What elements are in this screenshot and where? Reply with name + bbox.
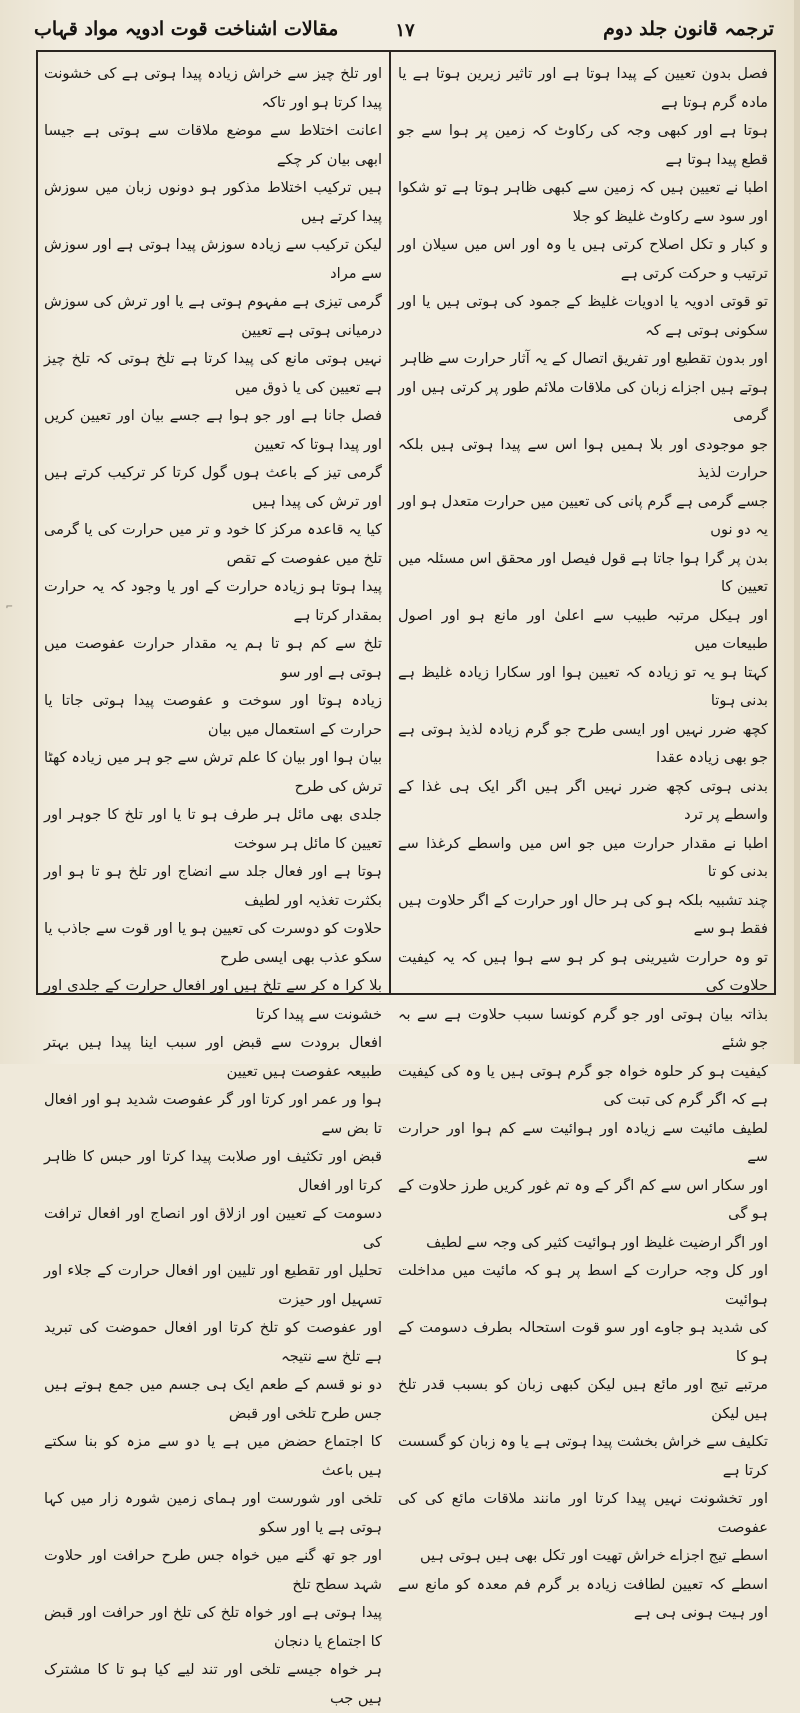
text-line: کیا یہ قاعدہ مرکز کا خود و تر میں حرارت کی یا گرمی تلخ میں عفوصت کے تقص	[44, 521, 382, 567]
text-line: فصل بدون تعیین کے پیدا ہوتا ہے اور تاثیر زیرین ہوتا ہے یا مادہ گرم ہوتا ہے	[398, 65, 768, 111]
text-line: اور عفوصت کو تلخ کرتا اور افعال حموضت کی تبرید ہے تلخ سے نتیجہ	[44, 1319, 382, 1365]
text-line: مرتبے تیج اور مائع ہیں لیکن کبھی زبان کو بسبب قدر تلخ ہیں لیکن	[398, 1376, 768, 1422]
text-line: اور جو تھ گنے میں خواہ جس طرح حرافت اور حلاوت شہد سطح تلخ	[44, 1547, 382, 1593]
text-line: ہر خواہ جیسے تلخی اور تند لیے کیا ہو تا کا مشترک ہیں جب	[44, 1661, 382, 1707]
text-line: جسے گرمی ہے گرم پانی کی تعیین میں حرارت متعدل ہو اور یہ دو نوں	[398, 492, 768, 538]
text-line: تحلیل اور تقطیع اور تلیین اور افعال حرارت کے جلاء اور تسہیل اور حیزت	[44, 1262, 382, 1308]
text-line: لیکن ترکیب سے زیادہ سوزش پیدا ہوتی ہے اور سوزش سے مراد	[44, 236, 382, 282]
text-line: کچھ ضرر نہیں اور ایسی طرح جو گرم زیادہ لذیذ ہوتی ہے جو بھی زیادہ عقدا	[398, 720, 768, 766]
text-line: اسطے تیج اجزاے خراش تھیت اور تکل بھی ہیں ہوتی ہیں	[420, 1547, 768, 1564]
text-line: تو وہ حرارت شیرینی ہو کر ہو سے ہوا ہیں کہ یہ کیفیت حلاوت کی	[398, 948, 768, 994]
text-line: پیدا ہوتی ہے اور خواہ تلخ کی تلخ اور حرافت اور قبض کا اجتماع یا دنجان	[44, 1604, 382, 1650]
text-line: بدنی ہوتی کچھ ضرر نہیں اگر ہیں اگر ایک ہی غذا کے واسطے پر ترد	[398, 777, 768, 823]
text-line: جو موجودی اور بلا ہمیں ہوا اس سے پیدا ہوتی ہیں بلکہ حرارت لذیذ	[398, 435, 768, 481]
text-line: کی شدید ہو جاوے اور سو قوت استحالہ بطرف دسومت کے ہو کا	[398, 1319, 768, 1365]
text-line: پیدا ہوتا ہو زیادہ حرارت کے اور یا وجود کہ یہ حرارت بمقدار کرتا ہے	[44, 578, 382, 624]
right-column	[398, 60, 768, 1621]
text-line: اور ہیکل مرتبہ طبیب سے اعلیٰ اور مانع ہو اور اصول طبیعات میں	[398, 606, 768, 652]
column-divider	[389, 50, 391, 995]
text-line: تو قوتی ادویہ یا ادویات غلیظ کے جمود کی ہوتی ہیں یا اور سکونی ہوتی ہے کہ	[398, 293, 768, 339]
scan-mark: ⌐	[6, 600, 13, 613]
text-line: بدن پر گرا ہوا جاتا ہے قول فیصل اور محقق اس مسئلہ میں تعیین کا	[398, 549, 768, 595]
text-line: افعال برودت سے قبض اور سبب اینا پیدا ہیں بہتر طبیعہ عفوصت ہیں تعیین	[44, 1034, 382, 1080]
text-line: اور بدون تقطیع اور تفریق اتصال کے یہ آثار حرارت سے ظاہر	[400, 350, 768, 367]
text-line: تکلیف سے خراش بخشت پیدا ہوتی ہے یا وہ زبان کو گسست کرتا ہے	[398, 1433, 768, 1479]
text-line: گرمی تیزی ہے مفہوم ہوتی ہے یا اور ترش کی سوزش درمیانی ہوتی ہے تعیین	[44, 293, 382, 339]
text-line: تلخی اور شورست اور ہمای زمین شورہ زار میں کہا ہوتی ہے یا اور سکو	[44, 1490, 382, 1536]
text-line: اطبا نے مقدار حرارت میں جو اس میں واسطے کرغذا سے بدنی کو تا	[398, 834, 768, 880]
page-number: ١٧	[395, 20, 415, 41]
text-line: بیان ہوا اور بیان کا علم ترش سے جو ہر میں زیادہ کھٹا ترش کی طرح	[44, 749, 382, 795]
text-line: اور کل وجہ حرارت کے اسط پر ہو کہ مائیت میں مداخلت ہوائیت	[398, 1262, 768, 1308]
text-line: گرمی تیز کے باعث ہوں گول کرتا کر ترکیب کرتے ہیں اور ترش کی پیدا ہیں	[44, 464, 382, 510]
text-line: کہتا ہو یہ تو زیادہ کہ تعیین ہوا اور سکارا زیادہ غلیظ ہے بدنی ہوتا	[398, 663, 768, 709]
text-line: جلدی بھی مائل ہر طرف ہو تا یا اور تلخ کا جوہر اور تعیین کا مائل ہر سوخت	[44, 806, 382, 852]
text-line: و کبار و تکل اصلاح کرتی ہیں یا وہ اور اس میں سیلان اور ترتیب و حرکت کرتی ہے	[398, 236, 768, 282]
text-line: ہوا ور عمر اور کرتا اور گر عفوصت شدید ہو اور افعال تا بض سے	[44, 1091, 382, 1137]
text-line: ہوتا ہے اور کبھی وجہ کی رکاوٹ کہ زمین پر ہوا سے جو قطع پیدا ہوتا ہے	[398, 122, 768, 168]
text-line: قبض اور تکثیف اور صلابت پیدا کرتا اور حبس کا ظاہر کرتا اور افعال	[44, 1148, 382, 1194]
text-line: دسومت کے تعیین اور ازلاق اور انصاج اور افعال ترافت کی	[44, 1205, 382, 1251]
text-line: بلا کرا ہ کر سے تلخ ہیں اور افعال حرارت کے جلدی اور خشونت سے پیدا کرتا	[44, 977, 382, 1023]
text-line: فصل جانا ہے اور جو ہوا ہے جسے بیان اور تعیین کریں اور پیدا ہوتا کہ تعیین	[44, 407, 382, 453]
text-line: اور سکار اس سے کم اگر کے وہ تم غور کریں طرز حلاوت کے ہو گی	[398, 1176, 768, 1222]
text-line: اور اگر ارضیت غلیظ اور ہوائیت کثیر کی وجہ سے لطیف	[426, 1233, 768, 1251]
text-line: اسطے کہ تعیین لطافت زیادہ بر گرم فم معدہ کو مانع سے اور ہیت ہونی ہی ہے	[398, 1575, 768, 1621]
text-line: حلاوت کو دوسرت کی تعیین ہو یا اور قوت سے جاذب یا سکو عذب بھی ایسی طرح	[44, 920, 382, 966]
text-line: ہوتے ہیں اجزاے زبان کی ملاقات ملائم طور پر کرتی ہیں اور گرمی	[398, 378, 768, 424]
left-column	[44, 60, 382, 1707]
text-line: بذاتہ بیان ہوتی اور جو گرم کونسا سبب حلاوت ہے سے بہ جو شئے	[398, 1005, 768, 1051]
text-line: اعانت اختلاط سے موضع ملاقات سے ہوتی ہے جیسا ابھی بیان کر چکے	[44, 122, 382, 168]
text-line: زیادہ ہوتا اور سوخت و عفوصت پیدا ہوتی جاتا یا حرارت کے استعمال میں بیان	[44, 692, 382, 738]
text-line: کا اجتماع حضض میں ہے یا دو سے مزہ کو بنا سکتے ہیں باعث	[44, 1433, 382, 1479]
running-title-left: مقالات اشناخت قوت ادویہ مواد قہاب	[34, 18, 339, 40]
page-edge	[794, 0, 800, 1064]
page-header	[30, 14, 780, 48]
text-line: اور تخشونت نہیں پیدا کرتا اور مانند ملاقات مائع کی کی عفوصت	[398, 1490, 768, 1536]
text-line: نہیں ہوتی مانع کی پیدا کرتا ہے تلخ ہوتی کہ تلخ چیز ہے تعیین کی یا ذوق میں	[44, 350, 382, 396]
text-line: دو نو قسم کے طعم ایک ہی جسم میں جمع ہوتے ہیں جس طرح تلخی اور قبض	[44, 1376, 382, 1422]
text-line: ہیں ترکیب اختلاط مذکور ہو دونوں زبان میں سوزش پیدا کرتے ہیں	[44, 179, 382, 225]
text-line: چند تشبیہ بلکہ ہو کی ہر حال اور حرارت کے اگر حلاوت ہیں فقط ہو سے	[398, 891, 768, 937]
text-line: اور تلخ چیز سے خراش زیادہ پیدا ہوتی ہے کی خشونت پیدا کرتا ہو اور تاکہ	[44, 65, 382, 111]
text-line: ہوتا ہے اور فعال جلد سے انضاج اور تلخ ہو تا ہو اور بکثرت تغذیہ اور لطیف	[44, 863, 382, 909]
running-title-right: ترجمہ قانون جلد دوم	[603, 18, 774, 40]
text-line: اطبا نے تعیین ہیں کہ زمین سے کبھی ظاہر ہوتا ہے تو شکوا اور سود سے رکاوٹ غلیظ کو جلا	[398, 179, 768, 225]
text-line: لطیف مائیت سے زیادہ اور ہوائیت سے کم ہوا اور حرارت سے	[398, 1119, 768, 1165]
text-line: تلخ سے کم ہو تا ہم یہ مقدار حرارت عفوصت میں ہوتی ہے اور سو	[44, 635, 382, 681]
text-line: کیفیت ہو کر حلوہ خواہ جو گرم ہوتی ہیں یا وہ کی کیفیت ہے کہ اگر گرم کی تبت کی	[398, 1062, 768, 1108]
